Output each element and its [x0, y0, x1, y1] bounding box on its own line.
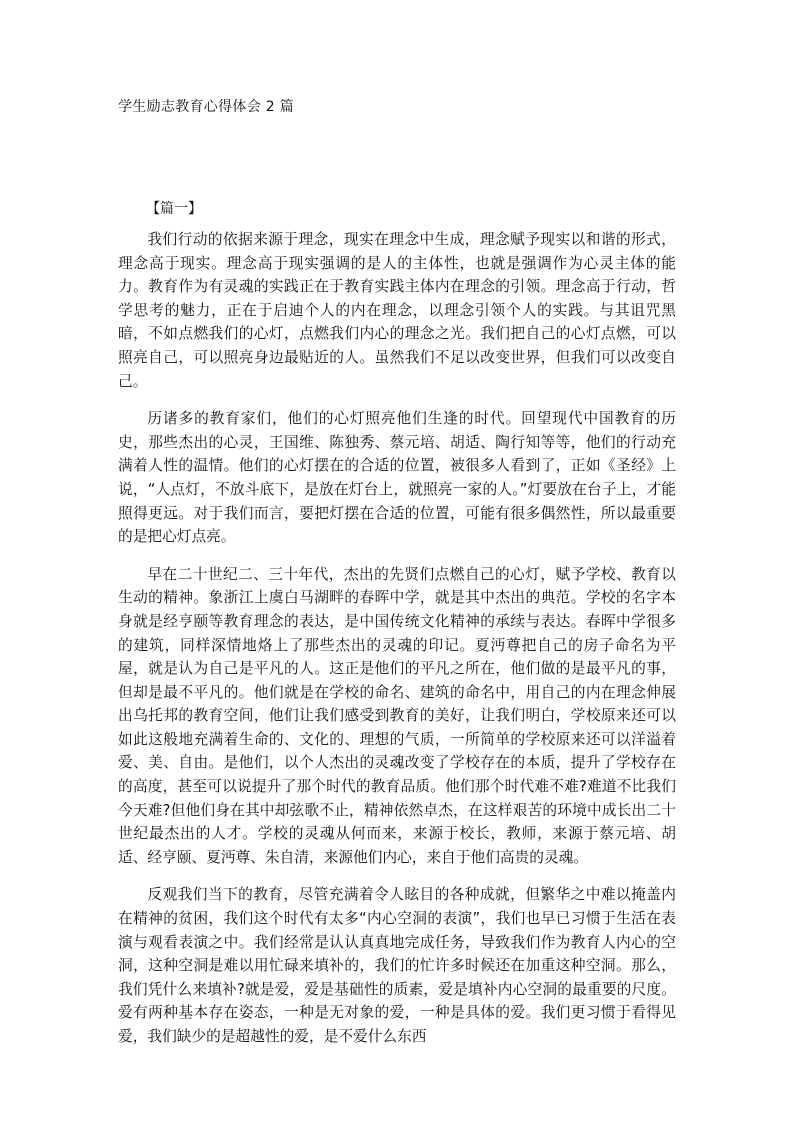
- paragraph-4: 反观我们当下的教育，尽管充满着令人眩目的各种成就，但繁华之中难以掩盖内在精神的贫困，我们这个时代有太多“内心空洞的表演”，我们也早已习惯于生活在表演与观看表演之中。我们经常是认认真真地完成任务，导致我们作为教育人内心的空洞，这种空洞是难以用忙碌来填补的，我们的忙许多时候还在加重这种空洞。那么，我们凭什么来填补?就是爱，爱是基础性的质素，爱是填补内心空洞的最重要的尺度。爱有两种基本存在姿态，一种是无对象的爱，一种是具体的爱。我们更习惯于看得见爱，我们缺少的是超越性的爱，是不爱什么东西: [118, 886, 676, 1045]
- paragraph-3: 早在二十世纪二、三十年代，杰出的先贤们点燃自己的心灯，赋予学校、教育以生动的精神。象浙江上虞白马湖畔的春晖中学，就是其中杰出的典范。学校的名字本身就是经亨颐等教育理念的表达，是中国传统文化精神的承续与表达。春晖中学很多的建筑，同样深情地烙上了那些杰出的灵魂的印记。夏沔尊把自己的房子命名为平屋，就是认为自己是平凡的人。这正是他们的平凡之所在，他们做的是最平凡的事，但却是最不平凡的。他们就是在学校的命名、建筑的命名中，用自己的内在理念伸展出乌托邦的教育空间，他们让我们感受到教育的美好，让我们明白，学校原来还可以如此这般地充满着生命的、文化的、理想的气质，一所简单的学校原来还可以洋溢着爱、美、自由。是他们，以个人杰出的灵魂改变了学校存在的本质，提升了学校存在的高度，甚至可以说提升了那个时代的教育品质。他们那个时代难不难?难道不比我们今天难?但他们身在其中却弦歌不止，精神依然卓杰，在这样艰苦的环境中成长出二十世纪最杰出的人才。学校的灵魂从何而来，来源于校长，教师，来源于蔡元培、胡适、经亨颐、夏沔尊、朱自清，来源他们内心，来自于他们高贵的灵魂。: [118, 565, 676, 866]
- paragraph-2: 历诸多的教育家们，他们的心灯照亮他们生逢的时代。回望现代中国教育的历史，那些杰出的心灵，王国维、陈独秀、蔡元培、胡适、陶行知等等，他们的行动充满着人性的温情。他们的心灯摆在的合适的位置，被很多人看到了，正如《圣经》上说，“人点灯，不放斗底下，是放在灯台上，就照亮一家的人。”灯要放在台子上，才能照得更远。对于我们而言，要把灯摆在合适的位置，可能有很多偶然性，所以最重要的是把心灯点亮。: [118, 410, 676, 546]
- section-heading: 【篇一】: [146, 201, 202, 217]
- document-body: [118, 228, 676, 1063]
- paragraph-1: 我们行动的依据来源于理念，现实在理念中生成，理念赋予现实以和谐的形式，理念高于现实。理念高于现实强调的是人的主体性，也就是强调作为心灵主体的能力。教育作为有灵魂的实践正在于教育实践主体内在理念的引领。理念高于行动，哲学思考的魅力，正在于启迪个人的内在理念，以理念引领个人的实践。与其诅咒黑暗，不如点燃我们的心灯，点燃我们内心的理念之光。我们把自己的心灯点燃，可以照亮自己，可以照亮身边最贴近的人。虽然我们不足以改变世界，但我们可以改变自己。: [118, 231, 676, 390]
- document-title: 学生励志教育心得体会 2 篇: [118, 99, 295, 115]
